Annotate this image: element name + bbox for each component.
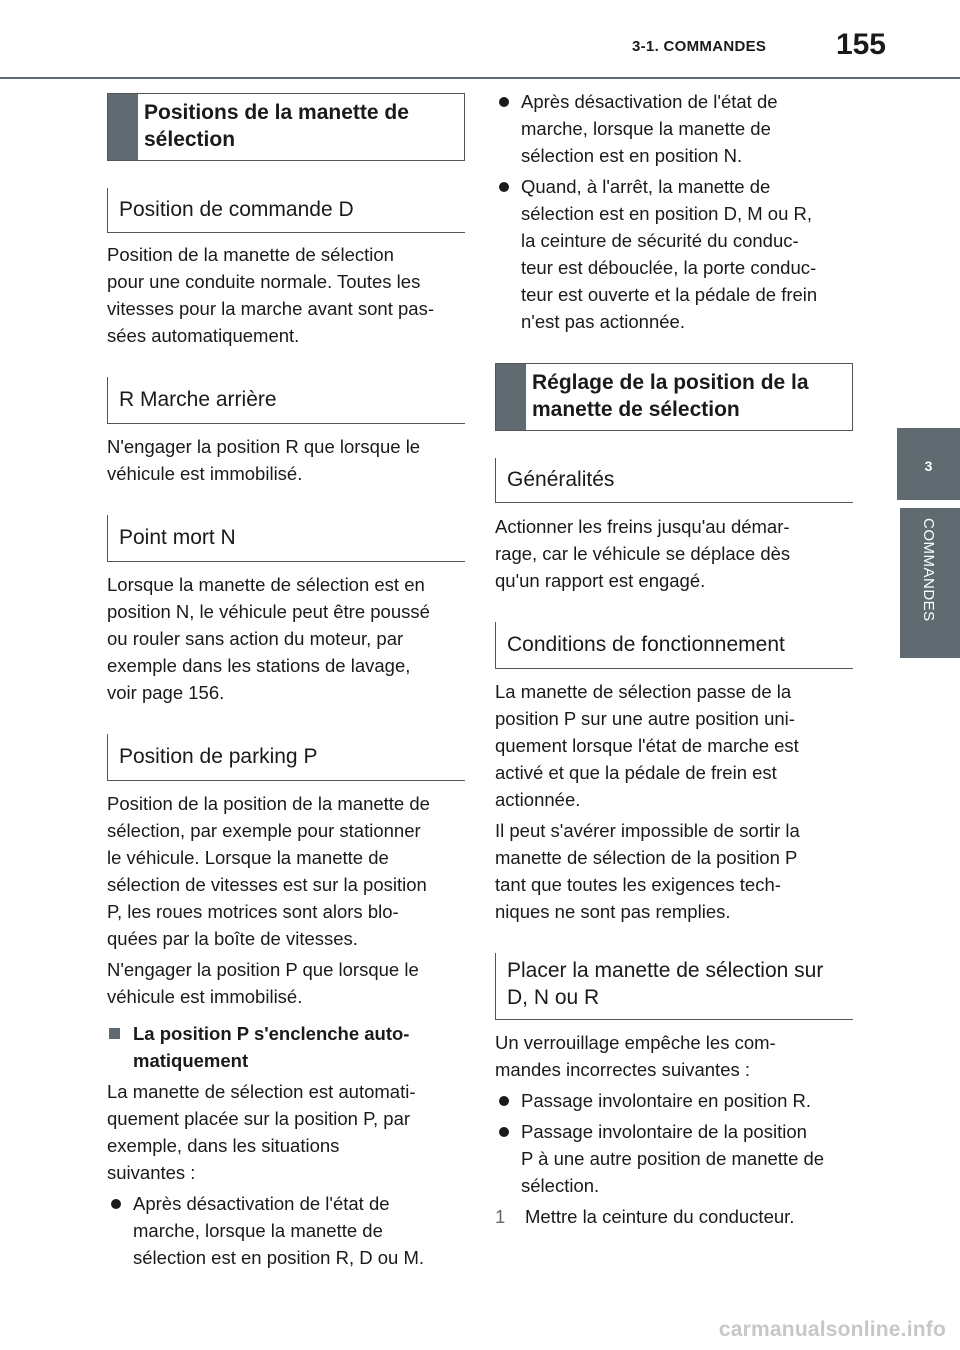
- text-line: Quand, à l'arrêt, la manette de: [521, 176, 771, 197]
- text-line: Lorsque la manette de sélection est en: [107, 574, 425, 595]
- subheading-d: Position de commande D: [107, 188, 465, 233]
- text-line: voir page 156.: [107, 682, 225, 703]
- bullet-icon: [107, 1190, 133, 1271]
- text-line: tant que toutes les exigences tech-: [495, 874, 781, 895]
- text-line: position N, le véhicule peut être poussé: [107, 601, 430, 622]
- text-line: sélection, par exemple pour stationner: [107, 820, 421, 841]
- chapter-number: 3: [924, 458, 933, 474]
- page-number: 155: [835, 28, 886, 61]
- text-line: sélection.: [521, 1175, 600, 1196]
- subheading-r: R Marche arrière: [107, 377, 465, 424]
- text-line: ou rouler sans action du moteur, par: [107, 628, 404, 649]
- subtitle-line: La position P s'enclenche auto-: [133, 1023, 410, 1044]
- text-line: n'est pas actionnée.: [521, 311, 685, 332]
- text-line: la ceinture de sécurité du conduc-: [521, 230, 799, 251]
- subheading-placer: [495, 953, 853, 1020]
- box-heading-reglage: [495, 363, 853, 431]
- text-line: exemple dans les stations de lavage,: [107, 655, 411, 676]
- text-line: Position de la position de la manette de: [107, 793, 430, 814]
- text-line: La manette de sélection passe de la: [495, 681, 792, 702]
- text-line: Passage involontaire en position R.: [521, 1090, 812, 1111]
- text-line: quement lorsque l'état de marche est: [495, 735, 799, 756]
- list-item: [495, 1087, 853, 1114]
- chapter-label-tab: [900, 508, 960, 658]
- text-line: P à une autre position de manette de: [521, 1148, 825, 1169]
- text-line: N'engager la position R que lorsque le: [107, 436, 421, 457]
- text-line: teur est débouclée, la porte conduc-: [521, 257, 817, 278]
- text-line: Après désactivation de l'état de: [133, 1193, 390, 1214]
- text-line: N'engager la position P que lorsque le: [107, 959, 419, 980]
- step-text: Mettre la ceinture du conducteur.: [525, 1206, 795, 1227]
- text-line: niques ne sont pas remplies.: [495, 901, 731, 922]
- text-line: véhicule est immobilisé.: [107, 986, 303, 1007]
- bullet-icon: [495, 173, 521, 335]
- bullet-icon: [495, 88, 521, 169]
- text-line: sélection est en position R, D ou M.: [133, 1247, 425, 1268]
- text-line: pour une conduite normale. Toutes les: [107, 271, 421, 292]
- list-item: [107, 1190, 465, 1271]
- text-line: activé et que la pédale de frein est: [495, 762, 777, 783]
- subheading-line: Placer la manette de sélection sur: [507, 959, 824, 982]
- text-line: Actionner les freins jusqu'au démar-: [495, 516, 790, 537]
- text-line: quées par la boîte de vitesses.: [107, 928, 358, 949]
- text-line: teur est ouverte et la pédale de frein: [521, 284, 818, 305]
- list-item: [495, 173, 853, 335]
- bold-subtitle: [107, 1020, 465, 1074]
- text-line: La manette de sélection est automati-: [107, 1081, 416, 1102]
- box-heading-positions: [107, 93, 465, 161]
- subheading-generalites: Généralités: [495, 458, 853, 503]
- text-line: Position de la manette de sélection: [107, 244, 394, 265]
- square-marker-icon: [107, 1020, 133, 1074]
- right-column: [495, 88, 853, 1230]
- text-line: sélection est en position N.: [521, 145, 743, 166]
- text-line: rage, car le véhicule se déplace dès: [495, 543, 791, 564]
- bullet-icon: [495, 1087, 521, 1114]
- text-line: sées automatiquement.: [107, 325, 300, 346]
- heading-bar: [496, 364, 526, 430]
- heading-line: Positions de la manette de: [144, 101, 409, 124]
- section-title: 3-1. COMMANDES: [632, 38, 767, 55]
- heading-line: Réglage de la position de la: [532, 371, 809, 394]
- header-rule: [0, 77, 960, 79]
- text-line: Après désactivation de l'état de: [521, 91, 778, 112]
- bullet-icon: [495, 1118, 521, 1199]
- subtitle-line: matiquement: [133, 1050, 249, 1071]
- chapter-tab: [897, 428, 960, 500]
- text-line: marche, lorsque la manette de: [133, 1220, 383, 1241]
- text-line: le véhicule. Lorsque la manette de: [107, 847, 389, 868]
- text-line: Passage involontaire de la position: [521, 1121, 807, 1142]
- subheading-n: Point mort N: [107, 515, 465, 562]
- heading-line: manette de sélection: [532, 398, 740, 421]
- step-item: [495, 1203, 853, 1230]
- text-line: quement placée sur la position P, par: [107, 1108, 411, 1129]
- text-line: suivantes :: [107, 1162, 196, 1183]
- chapter-label: COMMANDES: [920, 518, 937, 622]
- text-line: véhicule est immobilisé.: [107, 463, 303, 484]
- list-item: [495, 1118, 853, 1199]
- subheading-conditions: Conditions de fonctionnement: [495, 622, 853, 669]
- text-line: qu'un rapport est engagé.: [495, 570, 706, 591]
- left-column: [107, 93, 465, 1271]
- step-number: 1: [495, 1206, 506, 1227]
- watermark-text: carmanualsonline.info: [718, 1318, 946, 1341]
- text-line: position P sur une autre position uni-: [495, 708, 795, 729]
- heading-bar: [108, 94, 138, 160]
- text-line: mandes incorrectes suivantes :: [495, 1059, 751, 1080]
- text-line: Un verrouillage empêche les com-: [495, 1032, 776, 1053]
- text-line: actionnée.: [495, 789, 581, 810]
- subheading-line: D, N ou R: [507, 986, 600, 1009]
- list-item: [495, 88, 853, 169]
- text-line: vitesses pour la marche avant sont pas-: [107, 298, 434, 319]
- text-line: exemple, dans les situations: [107, 1135, 340, 1156]
- text-line: marche, lorsque la manette de: [521, 118, 771, 139]
- text-line: P, les roues motrices sont alors blo-: [107, 901, 399, 922]
- text-line: sélection de vitesses est sur la position: [107, 874, 427, 895]
- heading-line: sélection: [144, 128, 236, 151]
- text-line: manette de sélection de la position P: [495, 847, 798, 868]
- text-line: Il peut s'avérer impossible de sortir la: [495, 820, 800, 841]
- subheading-p: Position de parking P: [107, 734, 465, 781]
- text-line: sélection est en position D, M ou R,: [521, 203, 813, 224]
